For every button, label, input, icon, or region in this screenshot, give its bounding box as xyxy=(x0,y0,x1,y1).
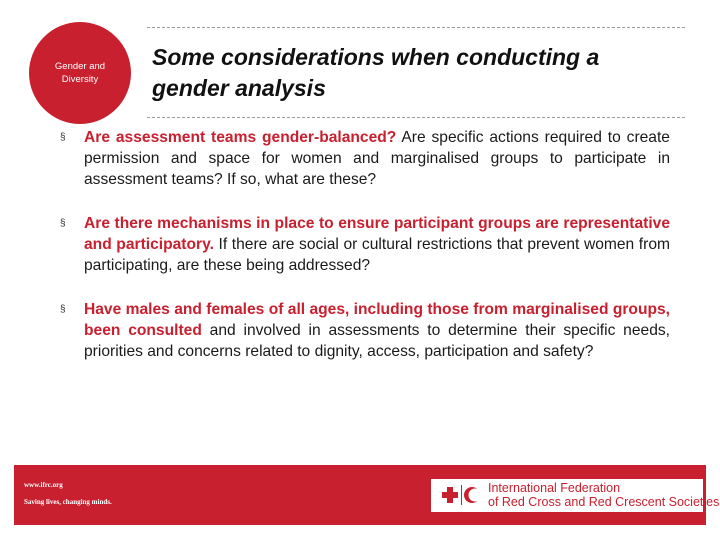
footer-tagline: Saving lives, changing minds. xyxy=(24,498,112,506)
footer-url: www.ifrc.org xyxy=(24,481,63,489)
bullet-emphasis: Are assessment teams gender-balanced? xyxy=(84,129,397,146)
organization-name-line-1: International Federation xyxy=(488,481,621,495)
footer-bar xyxy=(14,465,720,525)
organization-name-line-2: of Red Cross and Red Crescent Societies xyxy=(488,495,720,509)
title-rule-bottom xyxy=(147,117,685,118)
topic-badge-line-2: Diversity xyxy=(61,74,99,85)
topic-badge-label xyxy=(45,60,115,86)
slide-title-line-1: Some considerations when conducting a xyxy=(152,44,600,70)
bullet-text: and involved in assessments to determine their specific needs, priorities and concerns related to dignity, access, participation and safety? xyxy=(84,322,671,360)
bullet-item xyxy=(60,299,670,362)
ifrc-logo xyxy=(431,479,720,512)
bullet-marker: § xyxy=(60,304,66,315)
bullet-emphasis: Are there mechanisms in place to ensure participant groups are representative and participatory. xyxy=(84,215,670,253)
bullet-marker: § xyxy=(60,218,66,229)
red-cross-red-crescent-emblem-icon xyxy=(441,485,483,505)
bullet-item xyxy=(60,213,670,276)
slide-title xyxy=(152,42,692,104)
title-rule-top xyxy=(147,27,685,28)
bullet-emphasis: Have males and females of all ages, including those from marginalised groups, been consulted xyxy=(84,301,670,339)
organization-name xyxy=(488,481,719,509)
bullet-list xyxy=(60,127,670,385)
slide-title-line-2: gender analysis xyxy=(152,75,326,101)
bullet-text: Are specific actions required to create permission and space for women and marginalised groups to participate in assessment teams? If so, what are these? xyxy=(84,129,670,188)
bullet-text: If there are social or cultural restrictions that prevent women from participating, are these being addressed? xyxy=(84,236,670,274)
topic-badge xyxy=(29,22,131,124)
bullet-marker: § xyxy=(60,132,66,143)
bullet-item xyxy=(60,127,670,190)
topic-badge-line-1: Gender and xyxy=(54,61,106,72)
